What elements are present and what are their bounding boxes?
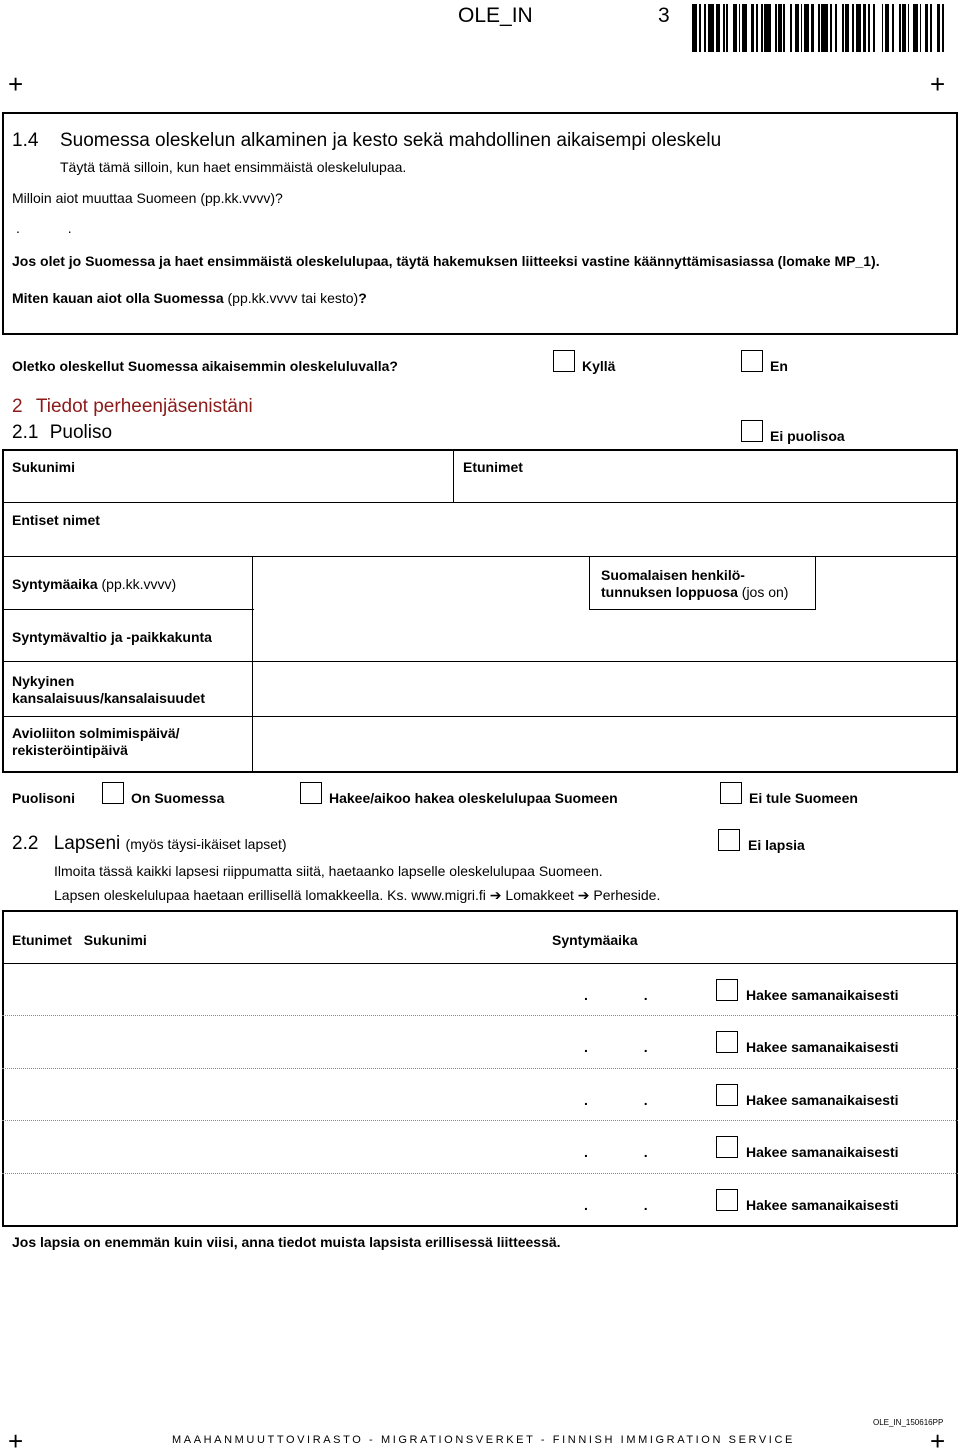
section-title: Suomessa oleskelun alkaminen ja kesto sekä mahdollinen aikaisempi oleskelu xyxy=(60,130,722,151)
surname-label: Sukunimi xyxy=(12,459,76,475)
spouse-citizenship-input[interactable] xyxy=(258,667,948,711)
spouse-birth-place-input[interactable] xyxy=(258,614,948,656)
child-applying-checkbox[interactable] xyxy=(716,1084,738,1106)
birth-place-label: Syntymävaltio ja -paikkakunta xyxy=(12,629,212,645)
form-code: OLE_IN xyxy=(458,4,533,27)
child-applying-checkbox[interactable] xyxy=(716,1136,738,1158)
child-dob-input[interactable]: . . xyxy=(584,1144,674,1160)
instruction-text: Täytä tämä silloin, kun haet ensimmäistä oleskelulupaa. xyxy=(60,159,407,175)
move-question-label: Milloin aiot muuttaa Suomeen xyxy=(12,190,197,206)
pid-label-line-1: Suomalaisen henkilö- xyxy=(601,567,745,583)
child-applying-label: Hakee samanaikaisesti xyxy=(746,1197,899,1213)
dob-hint: (pp.kk.vvvv) xyxy=(101,576,177,592)
child-applying-label: Hakee samanaikaisesti xyxy=(746,987,899,1003)
stay-question-hint: (pp.kk.vvvv tai kesto) xyxy=(227,290,359,306)
dob-label xyxy=(12,576,176,592)
child-applying-label: Hakee samanaikaisesti xyxy=(746,1092,899,1108)
crosshair-icon: + xyxy=(8,69,24,99)
barcode xyxy=(692,4,948,52)
child-dob-input[interactable]: . . xyxy=(584,1197,674,1213)
family-ties-link[interactable]: Perheside. xyxy=(593,887,661,903)
spouse-pid-input[interactable] xyxy=(820,562,950,604)
no-spouse-checkbox[interactable] xyxy=(741,420,763,442)
children-note-1: Ilmoita tässä kaikki lapsesi riippumatta siitä, haetaanko lapselle oleskelulupaa Suomeen. xyxy=(54,863,603,879)
child-applying-checkbox[interactable] xyxy=(716,979,738,1001)
child-applying-label: Hakee samanaikaisesti xyxy=(746,1039,899,1055)
child-applying-checkbox[interactable] xyxy=(716,1031,738,1053)
spouse-former-names-input[interactable] xyxy=(12,531,948,551)
marriage-date-label-line-2: rekisteröintipäivä xyxy=(12,742,128,758)
crosshair-icon: + xyxy=(8,1426,24,1452)
no-spouse-label: Ei puolisoa xyxy=(770,428,845,444)
no-children-checkbox[interactable] xyxy=(718,829,740,851)
section-2-1-heading xyxy=(12,422,112,444)
stay-question-end: ? xyxy=(358,290,367,306)
first-names-label: Etunimet xyxy=(463,459,523,475)
pid-label-line-2 xyxy=(601,584,788,601)
move-date-input[interactable]: . . xyxy=(16,220,94,236)
child-dob-input[interactable]: . . xyxy=(584,1039,674,1055)
form-version: OLE_IN_150616PP xyxy=(873,1418,944,1427)
crosshair-icon: + xyxy=(930,69,946,99)
child-applying-label: Hakee samanaikaisesti xyxy=(746,1144,899,1160)
crosshair-icon: + xyxy=(930,1426,946,1452)
section-2-2-hint: (myös täysi-ikäiset lapset) xyxy=(125,836,287,852)
spouse-not-coming-label: Ei tule Suomeen xyxy=(749,790,858,806)
spouse-surname-input[interactable] xyxy=(12,478,442,498)
dob-label-text: Syntymäaika xyxy=(12,576,98,592)
section-number: 1.4 xyxy=(12,130,39,151)
spouse-marriage-date-input[interactable] xyxy=(258,722,948,766)
section-2-1-number: 2.1 xyxy=(12,422,39,443)
spouse-status-label: Puolisoni xyxy=(12,790,75,806)
spouse-in-finland-checkbox[interactable] xyxy=(102,782,124,804)
move-question-hint: (pp.kk.vvvv)? xyxy=(200,190,283,206)
citizenship-label-line-2: kansalaisuus/kansalaisuudet xyxy=(12,690,205,706)
child-name-input[interactable] xyxy=(12,1180,542,1216)
children-col-header xyxy=(12,932,147,948)
marriage-date-label xyxy=(12,725,180,759)
children-note-2 xyxy=(54,887,660,904)
section-2-2-title: Lapseni xyxy=(53,833,121,854)
child-applying-checkbox[interactable] xyxy=(716,1189,738,1211)
section-2-2-number: 2.2 xyxy=(12,833,39,854)
pid-hint: (jos on) xyxy=(741,584,789,600)
previous-no-checkbox[interactable] xyxy=(741,350,763,372)
child-dob-input[interactable]: . . xyxy=(584,1092,674,1108)
children-col-dob: Syntymäaika xyxy=(552,932,638,948)
right-arrow-icon: ➔ xyxy=(489,887,502,903)
section-2-1-title: Puoliso xyxy=(49,422,113,443)
marriage-date-label-line-1: Avioliiton solmimispäivä/ xyxy=(12,725,180,741)
appendix-note: Jos olet jo Suomessa ja haet ensimmäistä oleskelulupaa, täytä hakemuksen liitteeksi vastine käännyttämisasiassa (lomake MP_1). xyxy=(12,253,880,269)
page-number: 3 xyxy=(658,4,670,27)
pid-label xyxy=(601,567,788,601)
child-name-input[interactable] xyxy=(12,970,542,1006)
citizenship-label-line-1: Nykyinen xyxy=(12,673,75,689)
child-name-input[interactable] xyxy=(12,1022,542,1058)
section-2-2-heading xyxy=(12,833,287,855)
previous-yes-checkbox[interactable] xyxy=(553,350,575,372)
more-children-note: Jos lapsia on enemmän kuin viisi, anna tiedot muista lapsista erillisessä liitteessä. xyxy=(12,1234,561,1250)
stay-question-label: Miten kauan aiot olla Suomessa xyxy=(12,290,224,306)
no-children-label: Ei lapsia xyxy=(748,837,805,853)
children-col-surname: Sukunimi xyxy=(83,932,147,948)
previous-no-label: En xyxy=(770,358,788,374)
child-name-input[interactable] xyxy=(12,1075,542,1111)
child-name-input[interactable] xyxy=(12,1127,542,1163)
children-note-2-text: Lapsen oleskelulupaa haetaan erillisellä lomakkeella. Ks. www.migri.fi xyxy=(54,887,486,903)
spouse-not-coming-checkbox[interactable] xyxy=(720,782,742,804)
spouse-applying-checkbox[interactable] xyxy=(300,782,322,804)
right-arrow-icon: ➔ xyxy=(577,887,590,903)
former-names-label: Entiset nimet xyxy=(12,512,100,528)
children-col-first-names: Etunimet xyxy=(12,932,72,948)
section-2-heading xyxy=(12,396,253,418)
spouse-in-finland-label: On Suomessa xyxy=(131,790,225,806)
previous-stay-question: Oletko oleskellut Suomessa aikaisemmin oleskeluluvalla? xyxy=(12,358,398,374)
previous-yes-label: Kyllä xyxy=(582,358,616,374)
section-2-number: 2 xyxy=(12,396,23,417)
spouse-applying-label: Hakee/aikoo hakea oleskelulupaa Suomeen xyxy=(329,790,618,806)
agency-footer: MAAHANMUUTTOVIRASTO - MIGRATIONSVERKET - FINNISH IMMIGRATION SERVICE xyxy=(172,1434,795,1446)
child-dob-input[interactable]: . . xyxy=(584,987,674,1003)
citizenship-label xyxy=(12,673,205,707)
forms-link[interactable]: Lomakkeet xyxy=(505,887,574,903)
section-2-title: Tiedot perheenjäsenistäni xyxy=(35,396,253,417)
spouse-first-names-input[interactable] xyxy=(463,478,948,498)
spouse-dob-input[interactable] xyxy=(258,562,584,604)
pid-label-line-2-text: tunnuksen loppuosa xyxy=(601,584,738,600)
stay-input[interactable] xyxy=(300,285,940,307)
move-question xyxy=(12,190,283,206)
